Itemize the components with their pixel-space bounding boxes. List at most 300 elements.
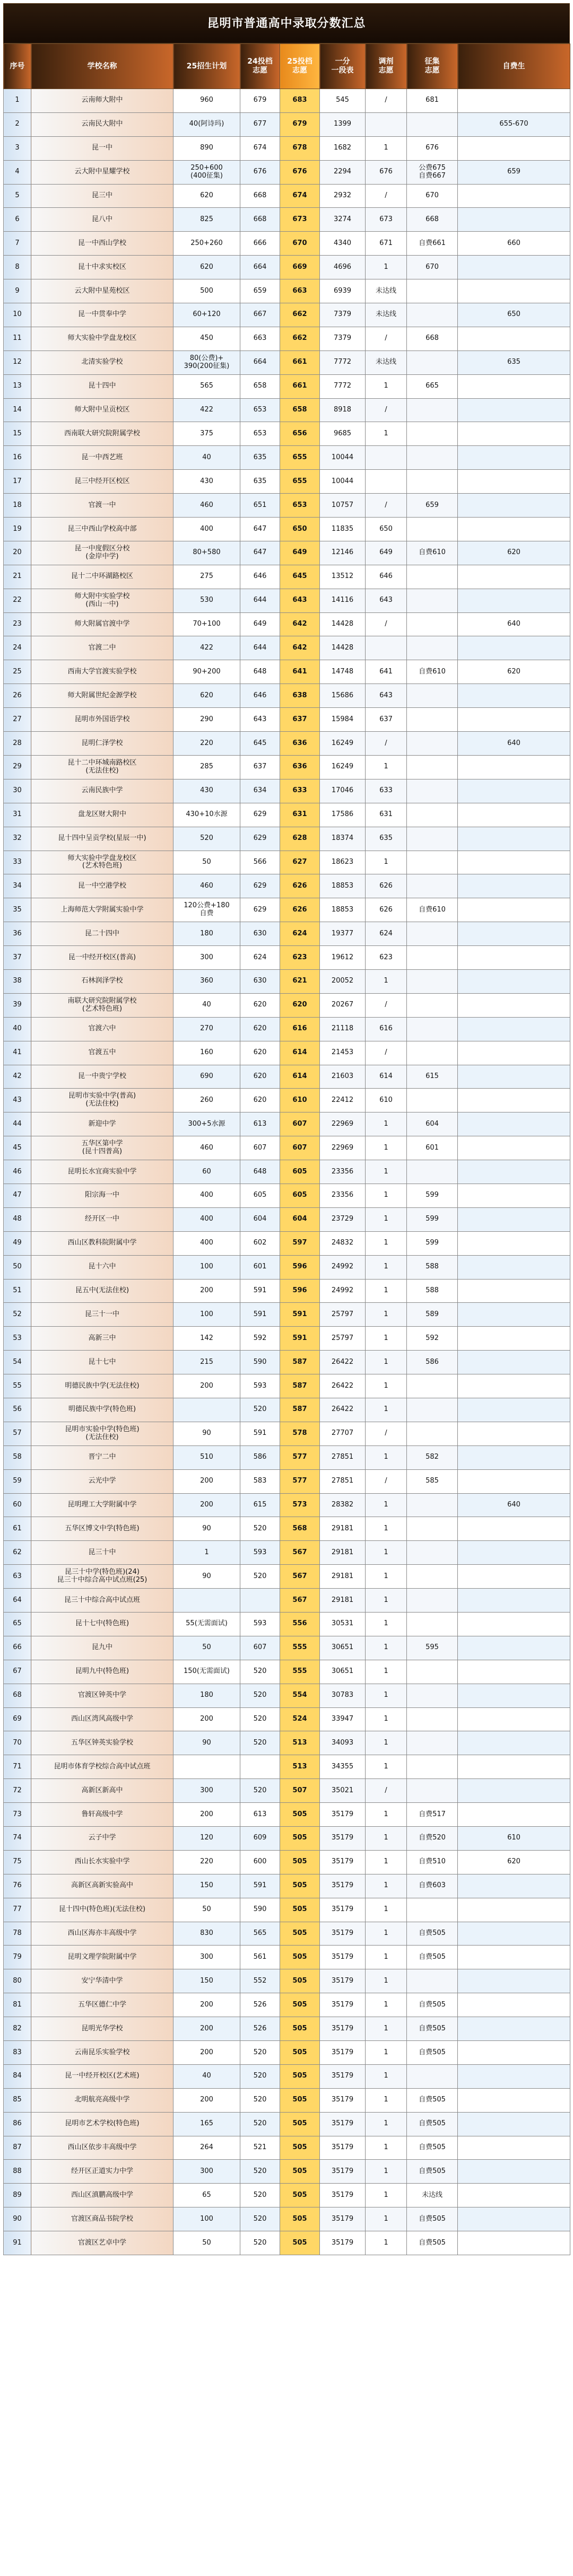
cell-rank: 25797	[320, 1327, 366, 1351]
cell-supplementary	[407, 1898, 458, 1922]
cell-2025-score: 554	[280, 1684, 320, 1707]
cell-2025-score: 633	[280, 779, 320, 803]
cell-supplementary	[407, 351, 458, 374]
cell-rank: 11835	[320, 518, 366, 541]
cell-school-name: 昆一中贯奉中学	[31, 303, 173, 327]
cell-self-funded	[458, 1589, 570, 1613]
cell-supplementary	[407, 446, 458, 470]
cell-rank: 24832	[320, 1231, 366, 1255]
cell-2024-score: 520	[240, 2041, 280, 2065]
cell-school-name: 明德民族中学(无法住校)	[31, 1374, 173, 1398]
cell-2024-score: 609	[240, 1827, 280, 1851]
cell-enrollment-plan: 100	[173, 1255, 240, 1279]
cell-rank: 6939	[320, 279, 366, 303]
table-row	[4, 232, 570, 256]
cell-self-funded	[458, 470, 570, 494]
cell-adjustment: 1	[366, 2184, 407, 2207]
cell-index: 37	[4, 946, 31, 970]
cell-2025-score: 638	[280, 684, 320, 708]
table-row	[4, 1160, 570, 1184]
cell-self-funded	[458, 1874, 570, 1898]
cell-self-funded	[458, 1660, 570, 1684]
cell-rank: 15984	[320, 708, 366, 732]
cell-index: 45	[4, 1136, 31, 1160]
cell-enrollment-plan: 50	[173, 1636, 240, 1660]
cell-2025-score: 587	[280, 1398, 320, 1422]
cell-index: 54	[4, 1351, 31, 1374]
cell-rank: 35179	[320, 1803, 366, 1827]
cell-adjustment: /	[366, 398, 407, 422]
cell-2025-score: 605	[280, 1160, 320, 1184]
cell-supplementary	[407, 803, 458, 827]
cell-adjustment: 643	[366, 684, 407, 708]
cell-rank: 1399	[320, 112, 366, 136]
table-row	[4, 494, 570, 518]
cell-index: 14	[4, 398, 31, 422]
table-row	[4, 1136, 570, 1160]
cell-index: 41	[4, 1041, 31, 1065]
cell-rank: 2294	[320, 160, 366, 184]
cell-enrollment-plan: 142	[173, 1327, 240, 1351]
cell-adjustment: 1	[366, 1303, 407, 1327]
cell-supplementary	[407, 279, 458, 303]
cell-enrollment-plan: 90	[173, 1517, 240, 1541]
cell-supplementary	[407, 708, 458, 732]
cell-school-name: 师大实验中学盘龙校区 (艺术特色班)	[31, 851, 173, 874]
cell-2024-score: 629	[240, 874, 280, 898]
cell-index: 28	[4, 732, 31, 756]
cell-2024-score: 591	[240, 1279, 280, 1303]
cell-2024-score: 647	[240, 518, 280, 541]
cell-enrollment-plan: 180	[173, 922, 240, 946]
table-row	[4, 2017, 570, 2041]
cell-rank: 34093	[320, 1731, 366, 1755]
cell-2025-score: 597	[280, 1231, 320, 1255]
cell-school-name: 云南昆乐实验学校	[31, 2041, 173, 2065]
table-row	[4, 1398, 570, 1422]
cell-enrollment-plan: 160	[173, 1041, 240, 1065]
cell-enrollment-plan: 400	[173, 1184, 240, 1207]
cell-school-name: 经开区正道实力中学	[31, 2160, 173, 2184]
cell-adjustment: 1	[366, 136, 407, 160]
table-row	[4, 1017, 570, 1041]
table-row	[4, 1469, 570, 1493]
cell-supplementary: 585	[407, 1469, 458, 1493]
header-rank-table: 一分 一段表	[320, 44, 366, 89]
cell-rank: 8918	[320, 398, 366, 422]
cell-2024-score: 591	[240, 1874, 280, 1898]
cell-supplementary	[407, 1041, 458, 1065]
cell-school-name: 云光中学	[31, 1469, 173, 1493]
cell-2025-score: 626	[280, 898, 320, 922]
cell-school-name: 昆明九中(特色班)	[31, 1660, 173, 1684]
cell-2025-score: 610	[280, 1089, 320, 1112]
cell-school-name: 昆十七中(特色班)	[31, 1613, 173, 1636]
cell-rank: 35021	[320, 1779, 366, 1803]
cell-adjustment: 1	[366, 1565, 407, 1589]
cell-adjustment: 1	[366, 1231, 407, 1255]
cell-rank: 33947	[320, 1707, 366, 1731]
cell-2024-score: 520	[240, 1684, 280, 1707]
cell-supplementary: 659	[407, 494, 458, 518]
cell-adjustment: 673	[366, 208, 407, 232]
cell-2025-score: 616	[280, 1017, 320, 1041]
cell-2024-score: 666	[240, 232, 280, 256]
cell-rank: 35179	[320, 1827, 366, 1851]
cell-index: 86	[4, 2112, 31, 2136]
cell-school-name: 昆三十中	[31, 1541, 173, 1565]
table-row	[4, 89, 570, 113]
cell-school-name: 昆十四中(特色班)(无法住校)	[31, 1898, 173, 1922]
cell-2024-score: 668	[240, 208, 280, 232]
cell-rank: 27707	[320, 1422, 366, 1445]
cell-2025-score: 505	[280, 1898, 320, 1922]
cell-rank: 24992	[320, 1255, 366, 1279]
cell-rank: 27851	[320, 1469, 366, 1493]
cell-2025-score: 513	[280, 1731, 320, 1755]
cell-2025-score: 679	[280, 112, 320, 136]
cell-adjustment: 1	[366, 1207, 407, 1231]
cell-self-funded	[458, 1089, 570, 1112]
cell-2024-score: 605	[240, 1184, 280, 1207]
cell-adjustment: 643	[366, 589, 407, 612]
cell-adjustment: 624	[366, 922, 407, 946]
cell-rank: 30651	[320, 1636, 366, 1660]
cell-enrollment-plan: 620	[173, 256, 240, 279]
cell-self-funded	[458, 922, 570, 946]
cell-2025-score: 674	[280, 184, 320, 208]
cell-adjustment: 1	[366, 1803, 407, 1827]
cell-self-funded	[458, 1112, 570, 1136]
cell-enrollment-plan: 40	[173, 993, 240, 1017]
cell-school-name: 云大附中星苑校区	[31, 279, 173, 303]
cell-2025-score: 505	[280, 1803, 320, 1827]
cell-school-name: 昆十二中环城南路校区 (无法住校)	[31, 755, 173, 779]
header-2024-score: 24投档 志愿	[240, 44, 280, 89]
cell-school-name: 盘龙区财大附中	[31, 803, 173, 827]
cell-supplementary: 自费505	[407, 1922, 458, 1946]
cell-2025-score: 578	[280, 1422, 320, 1445]
cell-2025-score: 604	[280, 1207, 320, 1231]
cell-school-name: 云南师大附中	[31, 89, 173, 113]
cell-self-funded	[458, 1636, 570, 1660]
cell-2025-score: 620	[280, 993, 320, 1017]
cell-self-funded: 650	[458, 303, 570, 327]
cell-school-name: 官渡六中	[31, 1017, 173, 1041]
cell-2024-score: 520	[240, 2184, 280, 2207]
table-row	[4, 851, 570, 874]
cell-school-name: 昆十七中	[31, 1351, 173, 1374]
cell-school-name: 经开区一中	[31, 1207, 173, 1231]
cell-adjustment	[366, 446, 407, 470]
table-row	[4, 1041, 570, 1065]
cell-supplementary: 自费505	[407, 2207, 458, 2231]
cell-2025-score: 649	[280, 541, 320, 565]
cell-rank: 18374	[320, 827, 366, 851]
cell-supplementary	[407, 755, 458, 779]
cell-supplementary: 自费510	[407, 1850, 458, 1874]
cell-2024-score: 520	[240, 2088, 280, 2112]
cell-school-name: 昆明市实验中学(普高) (无法住校)	[31, 1089, 173, 1112]
cell-adjustment: 626	[366, 874, 407, 898]
cell-supplementary: 676	[407, 136, 458, 160]
cell-index: 5	[4, 184, 31, 208]
cell-school-name: 云南民大附中	[31, 112, 173, 136]
cell-2024-score: 663	[240, 327, 280, 351]
cell-2024-score	[240, 1589, 280, 1613]
cell-2025-score: 669	[280, 256, 320, 279]
cell-enrollment-plan: 450	[173, 327, 240, 351]
table-row	[4, 636, 570, 660]
table-row	[4, 1660, 570, 1684]
cell-self-funded	[458, 1327, 570, 1351]
cell-supplementary: 665	[407, 374, 458, 398]
cell-self-funded	[458, 1707, 570, 1731]
cell-2024-score: 520	[240, 1731, 280, 1755]
cell-2024-score: 637	[240, 755, 280, 779]
cell-2024-score: 646	[240, 565, 280, 589]
cell-2024-score: 620	[240, 1065, 280, 1089]
cell-supplementary	[407, 1684, 458, 1707]
cell-2024-score: 602	[240, 1231, 280, 1255]
cell-school-name: 官渡区商品书院学校	[31, 2207, 173, 2231]
cell-self-funded	[458, 636, 570, 660]
cell-self-funded	[458, 256, 570, 279]
cell-self-funded	[458, 374, 570, 398]
cell-supplementary: 670	[407, 184, 458, 208]
cell-adjustment: 1	[366, 2041, 407, 2065]
cell-enrollment-plan: 215	[173, 1351, 240, 1374]
cell-rank: 21453	[320, 1041, 366, 1065]
cell-supplementary	[407, 1422, 458, 1445]
cell-index: 17	[4, 470, 31, 494]
cell-supplementary	[407, 565, 458, 589]
cell-supplementary	[407, 1517, 458, 1541]
cell-index: 74	[4, 1827, 31, 1851]
cell-adjustment: 1	[366, 1255, 407, 1279]
cell-index: 66	[4, 1636, 31, 1660]
table-row	[4, 1303, 570, 1327]
cell-index: 16	[4, 446, 31, 470]
cell-enrollment-plan: 300+5水源	[173, 1112, 240, 1136]
cell-2024-score: 676	[240, 160, 280, 184]
cell-2024-score: 677	[240, 112, 280, 136]
cell-supplementary: 586	[407, 1351, 458, 1374]
cell-self-funded	[458, 1136, 570, 1160]
cell-adjustment: 1	[366, 1589, 407, 1613]
cell-self-funded	[458, 851, 570, 874]
cell-school-name: 昆八中	[31, 208, 173, 232]
cell-2025-score: 621	[280, 969, 320, 993]
cell-school-name: 昆明光华学校	[31, 2017, 173, 2041]
cell-2024-score: 604	[240, 1207, 280, 1231]
cell-enrollment-plan: 50	[173, 1898, 240, 1922]
cell-rank: 35179	[320, 2136, 366, 2160]
cell-supplementary: 自费505	[407, 2088, 458, 2112]
table-row	[4, 2088, 570, 2112]
cell-enrollment-plan: 460	[173, 1136, 240, 1160]
cell-2024-score: 658	[240, 374, 280, 398]
cell-self-funded	[458, 1184, 570, 1207]
cell-index: 52	[4, 1303, 31, 1327]
cell-2024-score: 645	[240, 732, 280, 756]
cell-adjustment: 1	[366, 1351, 407, 1374]
cell-supplementary	[407, 1017, 458, 1041]
cell-rank: 20267	[320, 993, 366, 1017]
cell-supplementary	[407, 1398, 458, 1422]
cell-school-name: 师大附中呈贡校区	[31, 398, 173, 422]
cell-index: 81	[4, 1993, 31, 2017]
cell-rank: 20052	[320, 969, 366, 993]
cell-index: 40	[4, 1017, 31, 1041]
cell-rank: 12146	[320, 541, 366, 565]
cell-self-funded	[458, 1517, 570, 1541]
cell-rank: 19377	[320, 922, 366, 946]
cell-school-name: 新迎中学	[31, 1112, 173, 1136]
cell-2024-score: 520	[240, 1779, 280, 1803]
table-row	[4, 2160, 570, 2184]
cell-2025-score: 656	[280, 422, 320, 446]
cell-adjustment: /	[366, 184, 407, 208]
table-row	[4, 1184, 570, 1207]
cell-school-name: 鲁轩高级中学	[31, 1803, 173, 1827]
cell-supplementary	[407, 1374, 458, 1398]
cell-adjustment: /	[366, 1779, 407, 1803]
cell-2025-score: 505	[280, 2231, 320, 2255]
cell-school-name: 官渡五中	[31, 1041, 173, 1065]
cell-adjustment: 637	[366, 708, 407, 732]
cell-self-funded	[458, 208, 570, 232]
cell-adjustment: 1	[366, 2231, 407, 2255]
cell-2025-score: 642	[280, 636, 320, 660]
cell-2025-score: 505	[280, 1922, 320, 1946]
cell-2024-score: 520	[240, 2160, 280, 2184]
cell-2024-score: 664	[240, 351, 280, 374]
cell-rank: 21603	[320, 1065, 366, 1089]
cell-enrollment-plan: 200	[173, 2041, 240, 2065]
cell-school-name: 昆明市实验中学(特色班) (无法住校)	[31, 1422, 173, 1445]
table-row	[4, 1969, 570, 1993]
cell-self-funded	[458, 1684, 570, 1707]
cell-index: 3	[4, 136, 31, 160]
cell-2024-score: 644	[240, 589, 280, 612]
cell-rank: 35179	[320, 1993, 366, 2017]
cell-self-funded	[458, 589, 570, 612]
table-row	[4, 732, 570, 756]
page-title: 昆明市普通高中录取分数汇总	[3, 3, 570, 43]
cell-index: 29	[4, 755, 31, 779]
cell-2025-score: 567	[280, 1565, 320, 1589]
cell-rank: 22969	[320, 1136, 366, 1160]
cell-adjustment: 1	[366, 1946, 407, 1969]
cell-school-name: 师大附属官渡中学	[31, 612, 173, 636]
cell-index: 35	[4, 898, 31, 922]
cell-index: 23	[4, 612, 31, 636]
table-row	[4, 1565, 570, 1589]
table-row	[4, 1351, 570, 1374]
cell-supplementary	[407, 422, 458, 446]
cell-rank: 4696	[320, 256, 366, 279]
cell-2024-score: 593	[240, 1613, 280, 1636]
cell-supplementary	[407, 1755, 458, 1779]
cell-adjustment	[366, 112, 407, 136]
cell-rank: 35179	[320, 1969, 366, 1993]
cell-school-name: 石林润泽学校	[31, 969, 173, 993]
cell-2024-score: 653	[240, 422, 280, 446]
cell-self-funded	[458, 874, 570, 898]
cell-supplementary	[407, 470, 458, 494]
table-row	[4, 1374, 570, 1398]
score-table	[3, 43, 570, 2255]
cell-2024-score: 668	[240, 184, 280, 208]
cell-self-funded	[458, 2184, 570, 2207]
cell-index: 22	[4, 589, 31, 612]
cell-school-name: 昆明市外国语学校	[31, 708, 173, 732]
cell-supplementary: 自费505	[407, 2231, 458, 2255]
cell-supplementary	[407, 1660, 458, 1684]
cell-enrollment-plan: 300	[173, 1946, 240, 1969]
cell-index: 76	[4, 1874, 31, 1898]
cell-index: 10	[4, 303, 31, 327]
table-row	[4, 256, 570, 279]
cell-index: 58	[4, 1445, 31, 1469]
cell-rank: 30531	[320, 1613, 366, 1636]
cell-adjustment: 1	[366, 1613, 407, 1636]
cell-2024-score: 607	[240, 1636, 280, 1660]
cell-adjustment: 1	[366, 1136, 407, 1160]
cell-2025-score: 628	[280, 827, 320, 851]
cell-rank: 35179	[320, 2160, 366, 2184]
table-row	[4, 1707, 570, 1731]
table-row	[4, 1422, 570, 1445]
cell-self-funded	[458, 1565, 570, 1589]
table-row	[4, 518, 570, 541]
cell-rank: 35179	[320, 2088, 366, 2112]
table-row	[4, 2231, 570, 2255]
cell-rank: 7379	[320, 303, 366, 327]
cell-enrollment-plan: 510	[173, 1445, 240, 1469]
cell-supplementary: 582	[407, 1445, 458, 1469]
table-row	[4, 1541, 570, 1565]
cell-school-name: 师大实验中学盘龙校区	[31, 327, 173, 351]
cell-enrollment-plan: 220	[173, 1850, 240, 1874]
cell-2025-score: 591	[280, 1303, 320, 1327]
cell-supplementary: 592	[407, 1327, 458, 1351]
cell-index: 7	[4, 232, 31, 256]
cell-supplementary: 自费505	[407, 2041, 458, 2065]
cell-2025-score: 663	[280, 279, 320, 303]
cell-rank: 26422	[320, 1374, 366, 1398]
table-row	[4, 874, 570, 898]
cell-rank: 30783	[320, 1684, 366, 1707]
table-row	[4, 1279, 570, 1303]
cell-self-funded	[458, 2231, 570, 2255]
cell-2025-score: 505	[280, 1993, 320, 2017]
table-row	[4, 541, 570, 565]
cell-school-name: 官渡一中	[31, 494, 173, 518]
cell-adjustment	[366, 636, 407, 660]
cell-adjustment: 626	[366, 898, 407, 922]
cell-school-name: 南联大研究院附属学校 (艺术特色班)	[31, 993, 173, 1017]
cell-2024-score: 591	[240, 1303, 280, 1327]
cell-2025-score: 643	[280, 589, 320, 612]
cell-2025-score: 661	[280, 374, 320, 398]
cell-enrollment-plan: 300	[173, 1779, 240, 1803]
cell-enrollment-plan	[173, 1589, 240, 1613]
cell-self-funded	[458, 1017, 570, 1041]
cell-rank: 21118	[320, 1017, 366, 1041]
table-row	[4, 208, 570, 232]
